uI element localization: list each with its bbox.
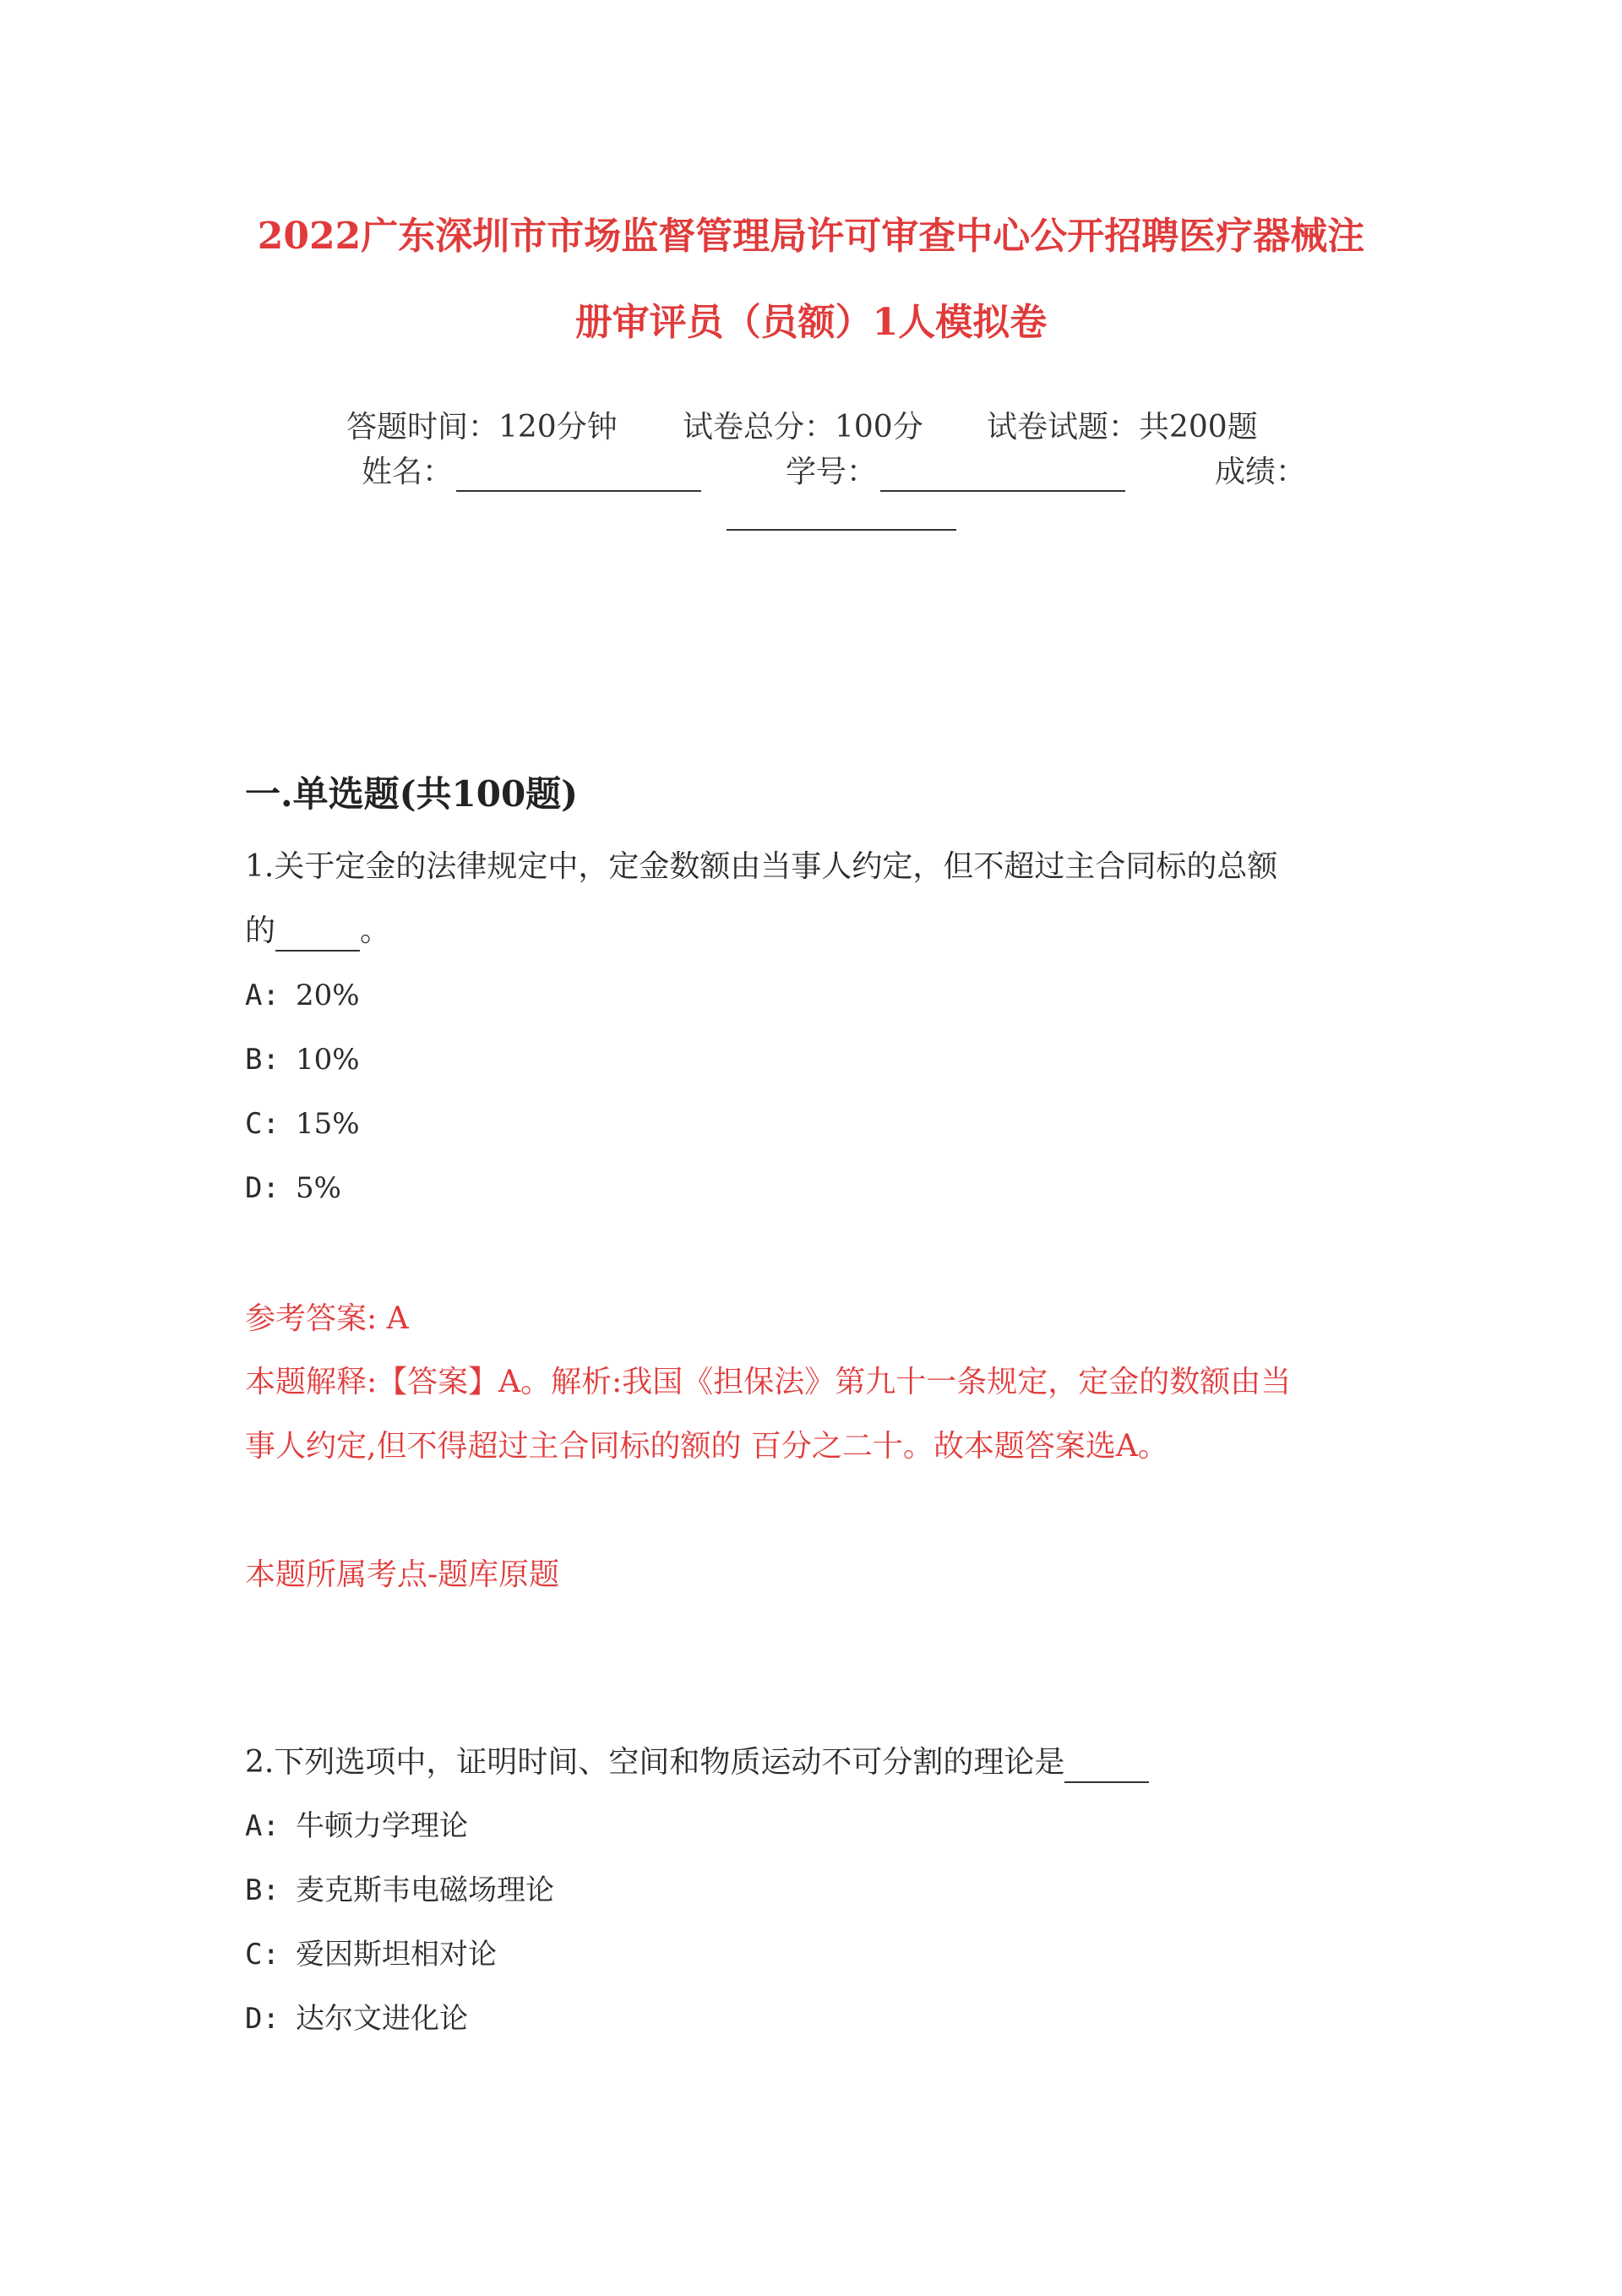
question-2-text-content: 2.下列选项中，证明时间、空间和物质运动不可分割的理论是 — [245, 1745, 1065, 1780]
student-id-blank — [880, 465, 1125, 492]
question-2-blank — [1064, 1756, 1149, 1783]
option-letter: A: — [245, 979, 280, 1012]
question-1-explanation-line-2: 事人约定,但不得超过主合同标的额的 百分之二十。故本题答案选A。 — [245, 1429, 1168, 1464]
exam-title-line-2: 册审评员（员额）1人模拟卷 — [574, 301, 1048, 344]
section-title: 一.单选题(共100题) — [245, 773, 579, 815]
question-1-explanation-line-1: 本题解释:【答案】A。解析:我国《担保法》第九十一条规定，定金的数额由当 — [245, 1365, 1292, 1399]
student-id-field — [786, 453, 1125, 492]
exam-title-line-1: 2022广东深圳市市场监督管理局许可审查中心公开招聘医疗器械注 — [257, 215, 1365, 258]
option-text: 5% — [296, 1171, 341, 1205]
score-label: 成绩： — [1215, 455, 1307, 489]
question-2-option-b — [245, 1871, 554, 1910]
option-text: 爱因斯坦相对论 — [296, 1938, 497, 1972]
option-letter: B: — [245, 1873, 280, 1907]
exam-total-score: 试卷总分：100分 — [683, 410, 923, 444]
exam-time: 答题时间：120分钟 — [346, 410, 618, 444]
name-field — [362, 453, 701, 492]
score-blank — [727, 529, 956, 531]
question-1-text-line-1: 1.关于定金的法律规定中，定金数额由当事人约定，但不超过主合同标的总额 — [245, 849, 1278, 884]
option-text: 麦克斯韦电磁场理论 — [296, 1873, 554, 1907]
option-text: 达尔文进化论 — [296, 2002, 468, 2036]
option-text: 10% — [296, 1043, 360, 1077]
question-1-option-b — [245, 1040, 360, 1079]
option-letter: D: — [245, 1171, 280, 1205]
option-letter: D: — [245, 2002, 280, 2036]
question-1-prefix: 的 — [245, 913, 276, 948]
option-letter: C: — [245, 1938, 280, 1972]
name-label: 姓名： — [362, 455, 454, 489]
question-2-option-a — [245, 1807, 468, 1846]
question-1-suffix: 。 — [360, 913, 391, 948]
question-1-source: 本题所属考点-题库原题 — [245, 1557, 560, 1592]
option-text: 20% — [296, 979, 360, 1012]
question-2-option-c — [245, 1935, 497, 1974]
name-blank — [456, 465, 701, 492]
question-2-option-d — [245, 1999, 468, 2038]
question-1-answer: 参考答案: A — [245, 1301, 409, 1336]
option-text: 15% — [296, 1107, 360, 1141]
option-letter: A: — [245, 1809, 280, 1843]
exam-question-count: 试卷试题：共200题 — [987, 410, 1258, 444]
question-1-option-d — [245, 1169, 341, 1208]
student-id-label: 学号： — [786, 455, 878, 489]
option-letter: C: — [245, 1107, 280, 1141]
question-1-option-c — [245, 1104, 360, 1143]
option-text: 牛顿力学理论 — [296, 1809, 468, 1843]
question-1-option-a — [245, 976, 360, 1015]
question-2-text — [245, 1742, 1149, 1783]
option-letter: B: — [245, 1043, 280, 1077]
question-1-text-line-2 — [245, 911, 390, 952]
question-1-blank — [275, 924, 360, 952]
